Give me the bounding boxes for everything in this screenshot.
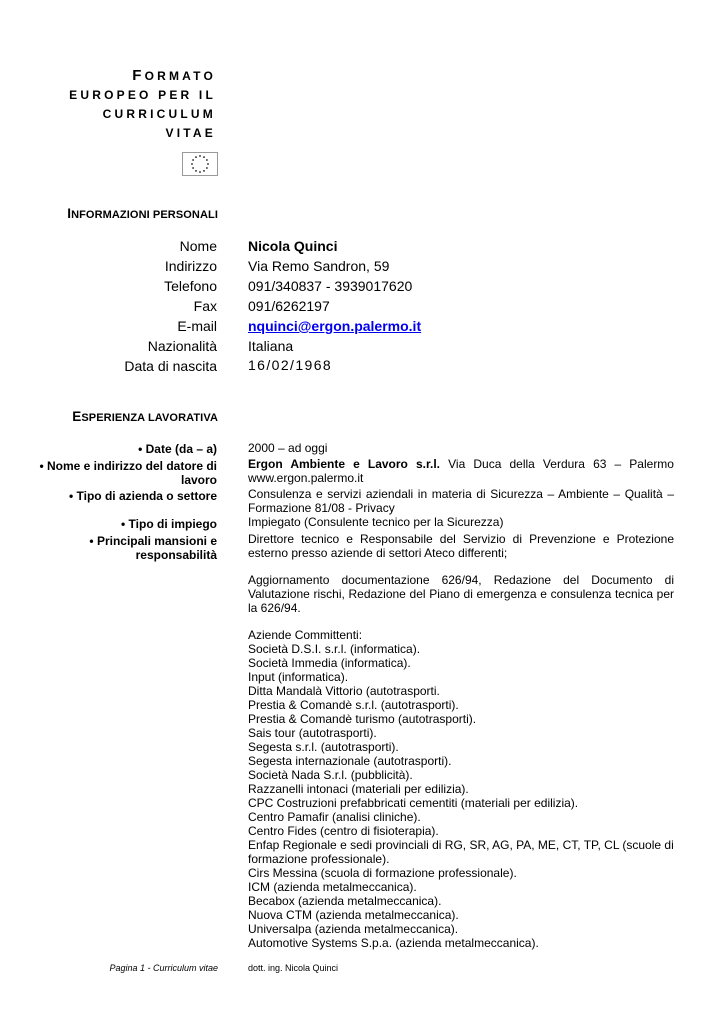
list-item: Centro Pamafir (analisi cliniche).	[248, 810, 421, 824]
list-item: Input (informatica).	[248, 670, 349, 684]
email-label: E-mail	[177, 318, 217, 334]
list-item: Società Nada S.r.l. (pubblicità).	[248, 768, 413, 782]
list-item: Automotive Systems S.p.a. (azienda metalmeccanica).	[248, 936, 539, 950]
list-item: Prestia & Comandè turismo (autotrasporti).	[248, 712, 477, 726]
title-line-1: ORMATO	[144, 69, 216, 83]
list-item: Cirs Messina (scuola di formazione professionale).	[248, 866, 517, 880]
list-item: Becabox (azienda metalmeccanica).	[248, 894, 442, 908]
list-item: Razzanelli intonaci (materiali per edilizia).	[248, 782, 469, 796]
employer-address: Via Duca della Verdura 63 – Palermo www.ergon.palermo.it	[248, 457, 674, 485]
clients-list	[248, 628, 678, 950]
phone-value: 091/340837 - 3939017620	[248, 278, 413, 294]
footer-author: dott. ing. Nicola Quinci	[248, 963, 339, 973]
address-value: Via Remo Sandron, 59	[248, 258, 390, 274]
fax-label: Fax	[193, 298, 217, 314]
duties-label: • Principali mansioni e responsabilità	[89, 534, 217, 562]
list-item: Prestia & Comandè s.r.l. (autotrasporti).	[248, 698, 459, 712]
list-item: Centro Fides (centro di fisioterapia).	[248, 824, 439, 838]
job-type-value: Impiegato (Consulente tecnico per la Sicurezza)	[248, 515, 504, 529]
list-item: Aziende Committenti:	[248, 628, 363, 642]
name-label: Nome	[179, 238, 217, 254]
dates-label: • Date (da – a)	[138, 442, 217, 456]
list-item: CPC Costruzioni prefabbricati cementiti (materiali per edilizia).	[248, 796, 579, 810]
employer-name: Ergon Ambiente e Lavoro s.r.l.	[248, 457, 441, 471]
duties-value: Direttore tecnico e Responsabile del Servizio di Prevenzione e Protezione esterno presso aziende di settori Ateco differenti;	[248, 532, 674, 560]
list-item: Segesta s.r.l. (autotrasporti).	[248, 740, 399, 754]
list-item: Universalpa (azienda metalmeccanica).	[248, 922, 459, 936]
title-line-3: CURRICULUM	[102, 107, 216, 121]
list-item: Ditta Mandalà Vittorio (autotrasporti.	[248, 684, 440, 698]
list-item: Segesta internazionale (autotrasporti).	[248, 754, 452, 768]
section-work-experience: ESPERIENZA LAVORATIVA	[72, 409, 218, 424]
dates-value: 2000 – ad oggi	[248, 441, 328, 455]
duties-value-2: Aggiornamento documentazione 626/94, Redazione del Documento di Valutazione rischi, Redazione del Piano di emergenza e consulenza tecnica per la 626/94.	[248, 573, 674, 615]
list-item: Nuova CTM (azienda metalmeccanica).	[248, 908, 459, 922]
list-item: Società D.S.I. s.r.l. (informatica).	[248, 642, 421, 656]
name-value: Nicola Quinci	[248, 238, 338, 254]
title-line-2: EUROPEO PER IL	[69, 88, 216, 102]
eu-flag-icon	[182, 152, 218, 176]
fax-value: 091/6262197	[248, 298, 330, 314]
employer-label: • Nome e indirizzo del datore di lavoro	[39, 459, 217, 487]
list-item: Sais tour (autotrasporti).	[248, 726, 377, 740]
sector-value: Consulenza e servizi aziendali in materia di Sicurezza – Ambiente – Qualità – Formazione 81/08 - Privacy	[248, 487, 674, 515]
list-item: ICM (azienda metalmeccanica).	[248, 880, 417, 894]
email-link[interactable]: nquinci@ergon.palermo.it	[248, 318, 422, 334]
list-item: Società Immedia (informatica).	[248, 656, 411, 670]
document-title	[69, 66, 216, 143]
title-line-4: VITAE	[165, 126, 216, 140]
address-label: Indirizzo	[164, 258, 217, 274]
footer-page-label: Pagina 1 - Curriculum vitae	[109, 963, 218, 973]
list-item: Enfap Regionale e sedi provinciali di RG, SR, AG, PA, ME, CT, TP, CL (scuole di formazione professionale).	[248, 838, 674, 866]
sector-label: • Tipo di azienda o settore	[68, 489, 217, 503]
phone-label: Telefono	[164, 278, 217, 294]
birth-date-value: 16/02/1968	[248, 357, 333, 373]
nationality-value: Italiana	[248, 338, 294, 354]
employer-value	[248, 457, 674, 485]
title-initial: F	[132, 67, 145, 84]
birth-date-label: Data di nascita	[124, 358, 217, 374]
job-type-label: • Tipo di impiego	[121, 517, 217, 531]
section-personal-info: INFORMAZIONI PERSONALI	[67, 206, 218, 221]
nationality-label: Nazionalità	[147, 338, 217, 354]
